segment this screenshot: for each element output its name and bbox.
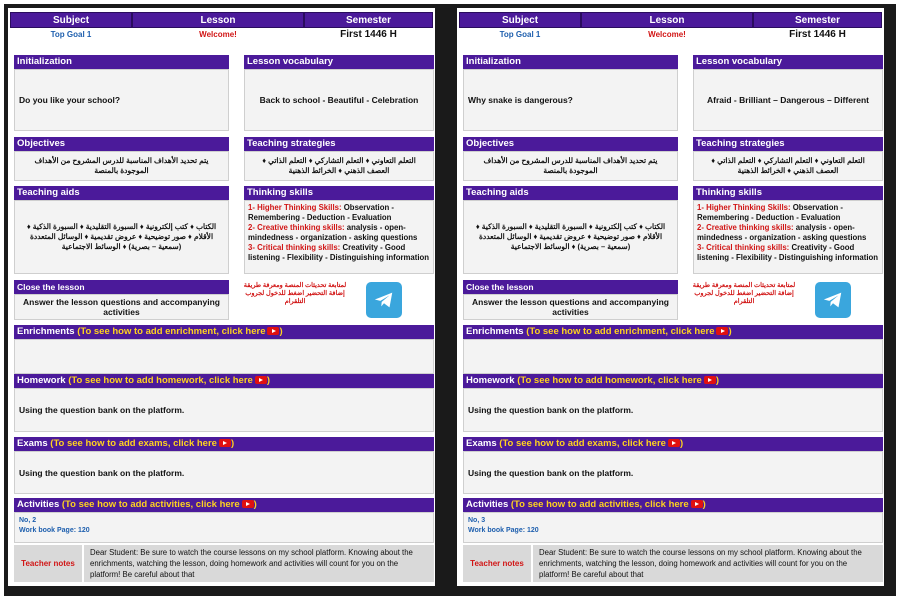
- youtube-play-icon: [716, 327, 728, 335]
- strategies-body: التعلم التعاوني ♦ التعلم التشاركي ♦ التعلم الذاتي ♦ العصف الذهني ♦ الخرائط الذهنية: [244, 151, 434, 181]
- enrichments-label: Enrichments: [17, 326, 75, 337]
- enrichments-body: [463, 339, 883, 374]
- objectives-body: يتم تحديد الأهداف المناسبة للدرس المشروح من الأهداف الموجودة بالمنصة: [14, 151, 229, 181]
- teacher-notes-text: Dear Student: Be sure to watch the course lessons on my school platform. Knowing about the enrichments, watching the lesson, doing homework and activities will count for you on the platform! Be careful about that: [533, 545, 883, 582]
- lesson-header: Lesson: [132, 12, 304, 28]
- semester-header: Semester: [304, 12, 433, 28]
- close-lesson-title: Close the lesson: [463, 280, 678, 294]
- homework-label: Homework: [17, 375, 66, 386]
- semester-header: Semester: [753, 12, 882, 28]
- thinking-skills-title: Thinking skills: [693, 186, 883, 200]
- activities-number: No, 3: [468, 517, 486, 524]
- homework-help-link[interactable]: (To see how to add homework, click here ): [517, 375, 719, 386]
- semester-value: First 1446 H: [789, 29, 846, 40]
- close-lesson-body: Answer the lesson questions and accompanying activities: [463, 294, 678, 320]
- homework-title: [14, 374, 434, 388]
- initialization-title: Initialization: [463, 55, 678, 69]
- close-lesson-body: Answer the lesson questions and accompanying activities: [14, 294, 229, 320]
- activities-workbook-page: Work book Page: 120: [468, 527, 539, 534]
- lesson-header: Lesson: [581, 12, 753, 28]
- teaching-aids-title: Teaching aids: [463, 186, 678, 200]
- thinking-creative-text: analysis - open-mindedness - organization - asking questions: [248, 223, 418, 242]
- youtube-play-icon: [668, 439, 680, 447]
- telegram-icon[interactable]: [366, 282, 402, 318]
- youtube-play-icon: [704, 376, 716, 384]
- semester-value: First 1446 H: [340, 29, 397, 40]
- initialization-body: Why snake is dangerous?: [463, 69, 678, 131]
- youtube-play-icon: [219, 439, 231, 447]
- exams-title: [14, 437, 434, 451]
- objectives-title: Objectives: [463, 137, 678, 151]
- teacher-notes-text: Dear Student: Be sure to watch the course lessons on my school platform. Knowing about the enrichments, watching the lesson, doing homework and activities will count for you on the platform! Be careful about that: [84, 545, 434, 582]
- lesson-value: Welcome!: [648, 30, 686, 39]
- close-lesson-title: Close the lesson: [14, 280, 229, 294]
- activities-label: Activities: [17, 499, 60, 510]
- thinking-critical-text: Creativity - Good listening - Flexibility - Distinguishing information: [248, 243, 430, 262]
- activities-help-link[interactable]: (To see how to add activities, click here ): [510, 499, 706, 510]
- exams-label: Exams: [17, 438, 48, 449]
- activities-number: No, 2: [19, 517, 37, 524]
- teacher-notes-label: Teacher notes: [463, 545, 531, 582]
- activities-help-link[interactable]: (To see how to add activities, click here ): [61, 499, 257, 510]
- thinking-higher-text: Observation - Remembering - Deduction - Evaluation: [697, 203, 844, 222]
- exams-help-link[interactable]: (To see how to add exams, click here ): [50, 438, 235, 449]
- thinking-higher-text: Observation - Remembering - Deduction - Evaluation: [248, 203, 395, 222]
- initialization-body: Do you like your school?: [14, 69, 229, 131]
- youtube-play-icon: [691, 500, 703, 508]
- enrichments-title: [463, 325, 883, 339]
- objectives-body: يتم تحديد الأهداف المناسبة للدرس المشروح من الأهداف الموجودة بالمنصة: [463, 151, 678, 181]
- exams-title: [463, 437, 883, 451]
- telegram-promo-text[interactable]: لمتابعة تحديثات المنصة ومعرفة طريقة إضافة التحضير اضغط للدخول لجروب التلقرام: [243, 282, 347, 305]
- initialization-title: Initialization: [14, 55, 229, 69]
- exams-help-link[interactable]: (To see how to add exams, click here ): [499, 438, 684, 449]
- teacher-notes-label: Teacher notes: [14, 545, 82, 582]
- vocabulary-title: Lesson vocabulary: [693, 55, 883, 69]
- thinking-creative-text: analysis - open-mindedness - organization - asking questions: [697, 223, 867, 242]
- activities-workbook-page: Work book Page: 120: [19, 527, 90, 534]
- activities-title: [463, 498, 883, 512]
- subject-header: Subject: [459, 12, 581, 28]
- subject-header: Subject: [10, 12, 132, 28]
- strategies-body: التعلم التعاوني ♦ التعلم التشاركي ♦ التعلم الذاتي ♦ العصف الذهني ♦ الخرائط الذهنية: [693, 151, 883, 181]
- vocabulary-body: Back to school - Beautiful - Celebration: [244, 69, 434, 131]
- activities-body: [14, 512, 434, 543]
- thinking-creative-label: 2- Creative thinking skills:: [248, 223, 345, 232]
- exams-body: Using the question bank on the platform.: [14, 451, 434, 494]
- subject-value: Top Goal 1: [50, 30, 92, 39]
- strategies-title: Teaching strategies: [693, 137, 883, 151]
- activities-body: [463, 512, 883, 543]
- thinking-critical-label: 3- Critical thinking skills:: [248, 243, 341, 252]
- subject-value: Top Goal 1: [499, 30, 541, 39]
- lesson-plan-page-1: [8, 8, 435, 586]
- lesson-plan-page-2: [457, 8, 884, 586]
- homework-body: Using the question bank on the platform.: [463, 388, 883, 432]
- teaching-aids-title: Teaching aids: [14, 186, 229, 200]
- thinking-creative-label: 2- Creative thinking skills:: [697, 223, 794, 232]
- telegram-promo-text[interactable]: لمتابعة تحديثات المنصة ومعرفة طريقة إضافة التحضير اضغط للدخول لجروب التلقرام: [692, 282, 796, 305]
- youtube-play-icon: [242, 500, 254, 508]
- homework-body: Using the question bank on the platform.: [14, 388, 434, 432]
- enrichments-label: Enrichments: [466, 326, 524, 337]
- objectives-title: Objectives: [14, 137, 229, 151]
- vocabulary-title: Lesson vocabulary: [244, 55, 434, 69]
- strategies-title: Teaching strategies: [244, 137, 434, 151]
- enrichments-body: [14, 339, 434, 374]
- thinking-skills-title: Thinking skills: [244, 186, 434, 200]
- homework-help-link[interactable]: (To see how to add homework, click here ): [68, 375, 270, 386]
- exams-body: Using the question bank on the platform.: [463, 451, 883, 494]
- telegram-icon[interactable]: [815, 282, 851, 318]
- thinking-skills-body: [244, 200, 434, 274]
- thinking-critical-label: 3- Critical thinking skills:: [697, 243, 790, 252]
- youtube-play-icon: [267, 327, 279, 335]
- activities-label: Activities: [466, 499, 509, 510]
- thinking-higher-label: 1- Higher Thinking Skills:: [697, 203, 791, 212]
- youtube-play-icon: [255, 376, 267, 384]
- thinking-critical-text: Creativity - Good listening - Flexibility - Distinguishing information: [697, 243, 879, 262]
- thinking-skills-body: [693, 200, 883, 274]
- enrichments-help-link[interactable]: (To see how to add enrichment, click here ): [526, 326, 732, 337]
- enrichments-help-link[interactable]: (To see how to add enrichment, click here ): [77, 326, 283, 337]
- exams-label: Exams: [466, 438, 497, 449]
- thinking-higher-label: 1- Higher Thinking Skills:: [248, 203, 342, 212]
- teaching-aids-body: الكتاب ♦ كتب إلكترونية ♦ السبورة التقليدية ♦ السبورة الذكية ♦ الأقلام ♦ صور توضيحية ♦ عروض تقديمية ♦ الوسائل المتعددة (سمعية – بصرية) ♦ الوسائط الاجتماعية: [14, 200, 229, 274]
- homework-label: Homework: [466, 375, 515, 386]
- vocabulary-body: Afraid - Brilliant – Dangerous – Different: [693, 69, 883, 131]
- homework-title: [463, 374, 883, 388]
- enrichments-title: [14, 325, 434, 339]
- teaching-aids-body: الكتاب ♦ كتب إلكترونية ♦ السبورة التقليدية ♦ السبورة الذكية ♦ الأقلام ♦ صور توضيحية ♦ عروض تقديمية ♦ الوسائل المتعددة (سمعية – بصرية) ♦ الوسائط الاجتماعية: [463, 200, 678, 274]
- activities-title: [14, 498, 434, 512]
- lesson-value: Welcome!: [199, 30, 237, 39]
